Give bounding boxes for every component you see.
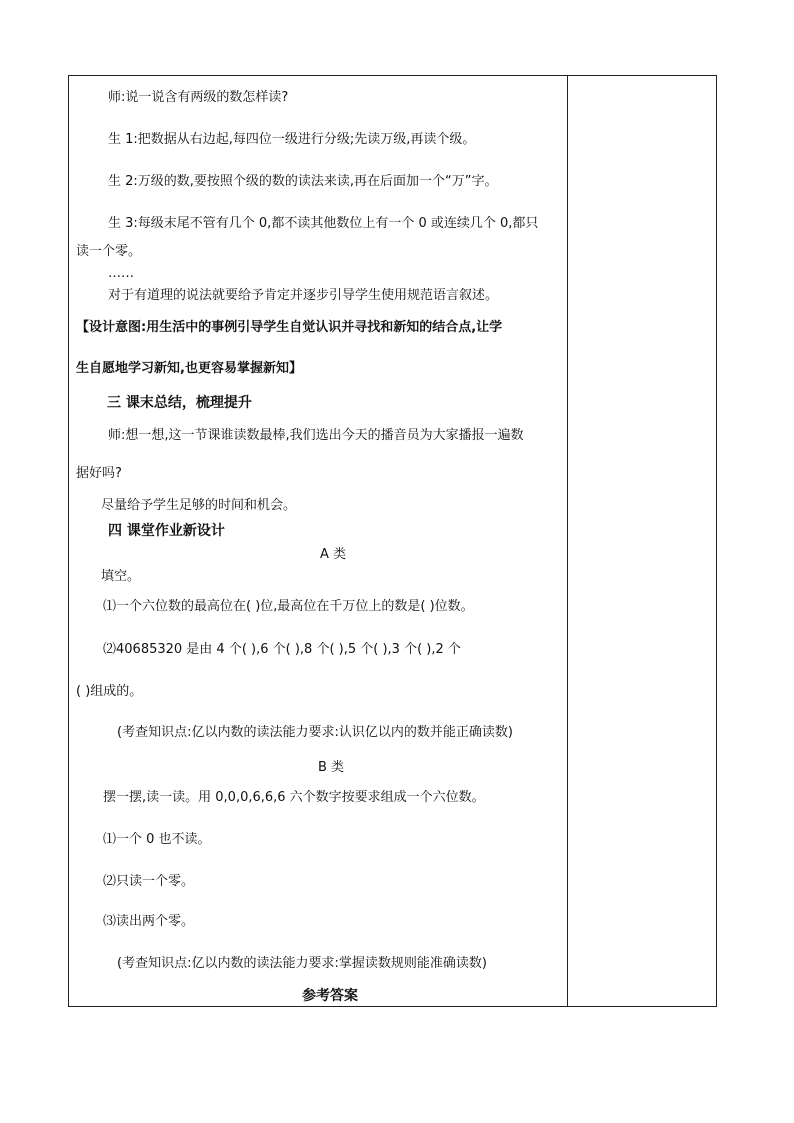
design-intent-cont: 生自愿地学习新知,也更容易掌握新知】 bbox=[76, 361, 302, 376]
teacher-summary: 师:想一想,这一节课谁读数最棒,我们选出今天的播音员为大家播报一遍数 bbox=[108, 428, 524, 443]
exercise-b-instruction: 摆一摆,读一读。用 0,0,0,6,6,6 六个数字按要求组成一个六位数。 bbox=[103, 790, 485, 805]
reference-answers-heading: 参考答案 bbox=[302, 988, 358, 1004]
summary-note: 尽量给予学生足够的时间和机会。 bbox=[101, 498, 297, 513]
class-b-label: B 类 bbox=[318, 760, 345, 775]
exercise-a2-cont: ( )组成的。 bbox=[76, 684, 143, 699]
knowledge-point-b: (考查知识点:亿以内数的读法能力要求:掌握读数规则能准确读数) bbox=[117, 956, 487, 971]
class-a-label: A 类 bbox=[320, 547, 347, 562]
ellipsis: …… bbox=[108, 266, 134, 281]
column-divider bbox=[567, 76, 568, 1006]
exercise-b1: ⑴一个 0 也不读。 bbox=[103, 832, 211, 847]
exercise-b2: ⑵只读一个零。 bbox=[103, 874, 195, 889]
fill-blank-instruction: 填空。 bbox=[101, 569, 141, 584]
exercise-a2: ⑵40685320 是由 4 个( ),6 个( ),8 个( ),5 个( ),3 个( ),2 个 bbox=[103, 642, 461, 657]
student-2-answer: 生 2:万级的数,要按照个级的数的读法来读,再在后面加一个“万”字。 bbox=[108, 174, 498, 189]
knowledge-point-a: (考查知识点:亿以内数的读法能力要求:认识亿以内的数并能正确读数) bbox=[117, 725, 513, 740]
design-intent: 【设计意图:用生活中的事例引导学生自觉认识并寻找和新知的结合点,让学 bbox=[76, 320, 503, 335]
exercise-a1: ⑴一个六位数的最高位在( )位,最高位在千万位上的数是( )位数。 bbox=[103, 599, 474, 614]
student-3-answer-cont: 读一个零。 bbox=[76, 244, 142, 259]
student-1-answer: 生 1:把数据从右边起,每四位一级进行分级;先读万级,再读个级。 bbox=[108, 132, 476, 147]
section-3-heading: 三 课末总结，梳理提升 bbox=[107, 395, 252, 411]
exercise-b3: ⑶读出两个零。 bbox=[103, 914, 195, 929]
section-4-heading: 四 课堂作业新设计 bbox=[108, 523, 225, 539]
lesson-table bbox=[68, 75, 717, 1007]
student-3-answer: 生 3:每级末尾不管有几个 0,都不读其他数位上有一个 0 或连续几个 0,都只 bbox=[108, 216, 539, 231]
teacher-note: 对于有道理的说法就要给予肯定并逐步引导学生使用规范语言叙述。 bbox=[108, 288, 499, 303]
teacher-summary-cont: 据好吗? bbox=[76, 466, 122, 481]
teacher-question: 师:说一说含有两级的数怎样读? bbox=[108, 90, 289, 105]
